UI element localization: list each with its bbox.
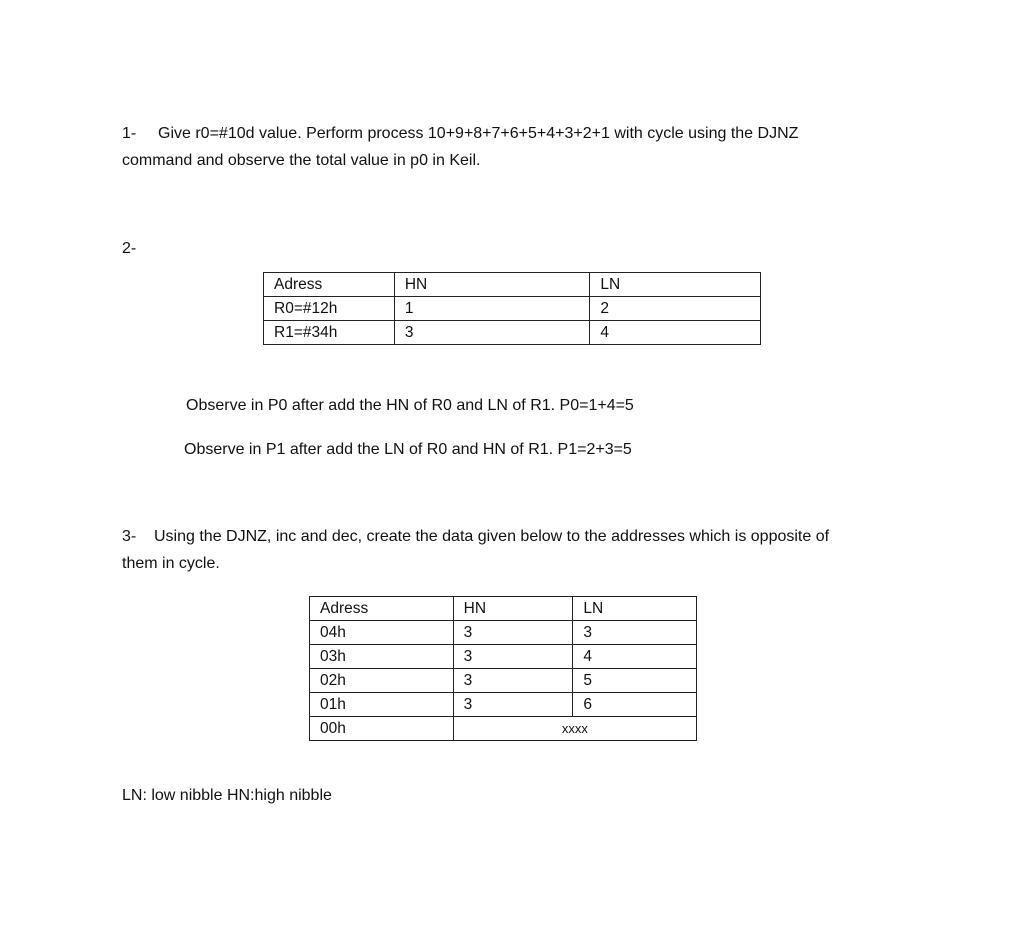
q3-table bbox=[309, 596, 697, 741]
header-hn: HN bbox=[453, 597, 573, 621]
q2-number: 2- bbox=[122, 240, 137, 257]
q1-text-line1: Give r0=#10d value. Perform process 10+9+8+7+6+5+4+3+2+1 with cycle using the DJNZ bbox=[158, 125, 799, 142]
table-header-row bbox=[310, 597, 697, 621]
cell-hn: 1 bbox=[394, 297, 590, 321]
table-row bbox=[310, 621, 697, 645]
table-row bbox=[264, 297, 761, 321]
header-hn: HN bbox=[394, 273, 590, 297]
cell-merged-xxxx: xxxx bbox=[453, 717, 696, 741]
table-row bbox=[310, 693, 697, 717]
cell-ln: 4 bbox=[590, 321, 761, 345]
cell-address: R0=#12h bbox=[264, 297, 395, 321]
q1-text-line2: command and observe the total value in p0 in Keil. bbox=[122, 152, 481, 169]
cell-hn: 3 bbox=[394, 321, 590, 345]
cell-hn: 3 bbox=[453, 645, 573, 669]
header-adress: Adress bbox=[310, 597, 454, 621]
cell-address: 04h bbox=[310, 621, 454, 645]
cell-hn: 3 bbox=[453, 621, 573, 645]
cell-ln: 2 bbox=[590, 297, 761, 321]
table-row bbox=[310, 645, 697, 669]
cell-address: 03h bbox=[310, 645, 454, 669]
q2-observe-p0: Observe in P0 after add the HN of R0 and LN of R1. P0=1+4=5 bbox=[186, 397, 634, 414]
cell-ln: 5 bbox=[573, 669, 697, 693]
cell-ln: 4 bbox=[573, 645, 697, 669]
cell-address: R1=#34h bbox=[264, 321, 395, 345]
q3-text-line2: them in cycle. bbox=[122, 555, 220, 572]
q1-number: 1- bbox=[122, 125, 137, 142]
header-ln: LN bbox=[573, 597, 697, 621]
cell-address: 01h bbox=[310, 693, 454, 717]
q1-line1 bbox=[122, 124, 798, 144]
q3-text-line1: Using the DJNZ, inc and dec, create the data given below to the addresses which is opposite of bbox=[154, 528, 830, 545]
table-row bbox=[310, 669, 697, 693]
cell-address: 00h bbox=[310, 717, 454, 741]
cell-ln: 6 bbox=[573, 693, 697, 717]
cell-address: 02h bbox=[310, 669, 454, 693]
footnote-legend: LN: low nibble HN:high nibble bbox=[122, 787, 332, 804]
q2-observe-p1: Observe in P1 after add the LN of R0 and HN of R1. P1=2+3=5 bbox=[184, 441, 632, 458]
q2-table bbox=[263, 272, 761, 345]
table-header-row bbox=[264, 273, 761, 297]
q3-line1 bbox=[122, 527, 829, 547]
q3-number: 3- bbox=[122, 528, 137, 545]
cell-hn: 3 bbox=[453, 693, 573, 717]
cell-ln: 3 bbox=[573, 621, 697, 645]
header-ln: LN bbox=[590, 273, 761, 297]
table-row bbox=[264, 321, 761, 345]
cell-hn: 3 bbox=[453, 669, 573, 693]
header-adress: Adress bbox=[264, 273, 395, 297]
table-row bbox=[310, 717, 697, 741]
